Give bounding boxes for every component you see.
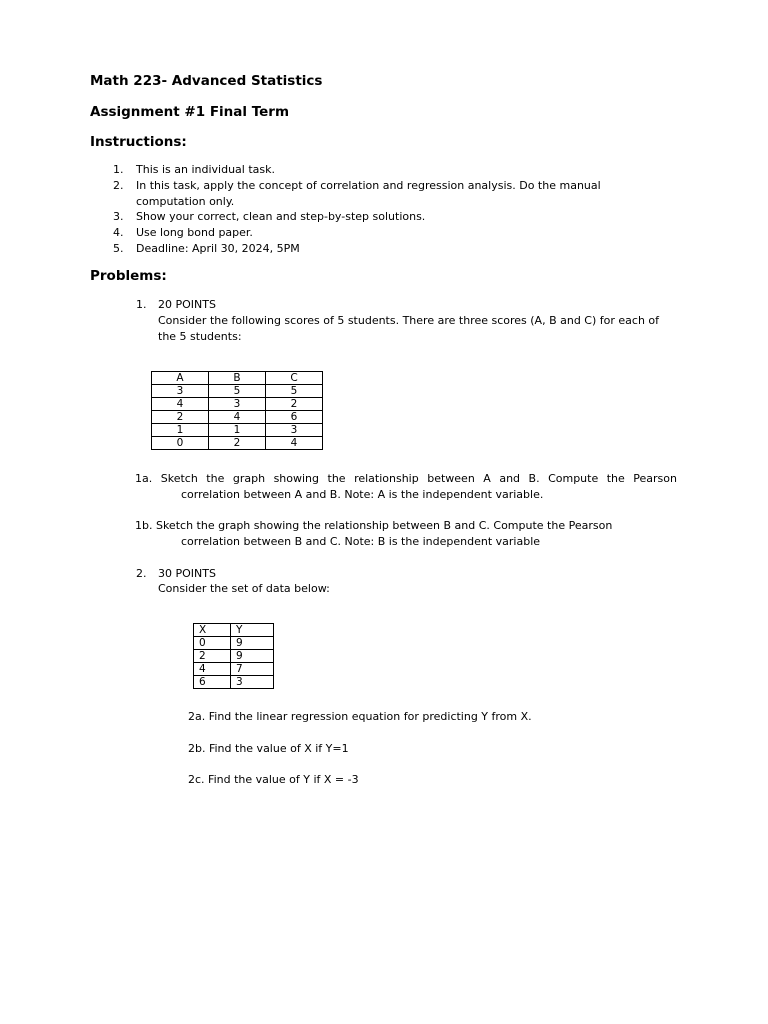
- assignment-title: Assignment #1 Final Term: [90, 104, 290, 120]
- table-cell: 4: [209, 411, 266, 424]
- column-header-c: C: [266, 372, 323, 385]
- problem-points: 30 POINTS: [158, 567, 216, 580]
- table-cell: 6: [194, 676, 231, 689]
- table-header-row: [152, 372, 323, 385]
- table-cell: 9: [231, 637, 274, 650]
- problem-number: 2.: [136, 567, 147, 580]
- problem-description-continued: the 5 students:: [158, 330, 242, 343]
- question-2c: 2c. Find the value of Y if X = -3: [188, 773, 359, 786]
- list-item-text-continued: computation only.: [136, 195, 235, 208]
- scores-table: [151, 371, 323, 450]
- question-1a-continued: correlation between A and B. Note: A is the independent variable.: [181, 488, 544, 501]
- list-item-text: Show your correct, clean and step-by-step solutions.: [136, 210, 426, 223]
- table-cell: 3: [209, 398, 266, 411]
- table-cell: 1: [152, 424, 209, 437]
- problem-description: Consider the following scores of 5 students. There are three scores (A, B and C) for each of: [158, 314, 660, 327]
- table-cell: 4: [194, 663, 231, 676]
- table-cell: 3: [152, 385, 209, 398]
- list-item-number: 2.: [113, 179, 124, 192]
- table-cell: 2: [194, 650, 231, 663]
- question-1a: 1a. Sketch the graph showing the relationship between A and B. Compute the Pearson: [135, 472, 677, 485]
- table-row: [194, 676, 274, 689]
- problem-number: 1.: [136, 298, 147, 311]
- table-cell: 2: [266, 398, 323, 411]
- table-cell: 1: [209, 424, 266, 437]
- table-cell: 2: [209, 437, 266, 450]
- table-cell: 3: [266, 424, 323, 437]
- table-cell: 3: [231, 676, 274, 689]
- table-row: [152, 398, 323, 411]
- problem-description: Consider the set of data below:: [158, 582, 330, 595]
- table-cell: 0: [194, 637, 231, 650]
- table-row: [152, 437, 323, 450]
- question-2a: 2a. Find the linear regression equation for predicting Y from X.: [188, 710, 532, 723]
- list-item-number: 5.: [113, 242, 124, 255]
- table-header-row: [194, 624, 274, 637]
- column-header-y: Y: [231, 624, 274, 637]
- column-header-a: A: [152, 372, 209, 385]
- xy-data-table: [193, 623, 274, 689]
- column-header-x: X: [194, 624, 231, 637]
- instructions-heading: Instructions:: [90, 134, 187, 150]
- table-cell: 0: [152, 437, 209, 450]
- table-cell: 5: [266, 385, 323, 398]
- list-item-text: This is an individual task.: [136, 163, 275, 176]
- table-cell: 9: [231, 650, 274, 663]
- table-row: [152, 424, 323, 437]
- table-row: [194, 650, 274, 663]
- question-1b: 1b. Sketch the graph showing the relationship between B and C. Compute the Pearson: [135, 519, 613, 532]
- list-item-number: 4.: [113, 226, 124, 239]
- table-cell: 4: [152, 398, 209, 411]
- table-row: [194, 637, 274, 650]
- course-title: Math 223- Advanced Statistics: [90, 73, 323, 89]
- problems-heading: Problems:: [90, 268, 167, 284]
- column-header-b: B: [209, 372, 266, 385]
- question-1b-continued: correlation between B and C. Note: B is the independent variable: [181, 535, 541, 548]
- list-item-number: 1.: [113, 163, 124, 176]
- list-item-number: 3.: [113, 210, 124, 223]
- question-2b: 2b. Find the value of X if Y=1: [188, 742, 349, 755]
- table-cell: 2: [152, 411, 209, 424]
- table-cell: 5: [209, 385, 266, 398]
- list-item-text: In this task, apply the concept of correlation and regression analysis. Do the manual: [136, 179, 601, 192]
- list-item-text: Use long bond paper.: [136, 226, 253, 239]
- table-row: [152, 385, 323, 398]
- table-row: [152, 411, 323, 424]
- table-cell: 6: [266, 411, 323, 424]
- list-item-text: Deadline: April 30, 2024, 5PM: [136, 242, 300, 255]
- table-cell: 4: [266, 437, 323, 450]
- table-cell: 7: [231, 663, 274, 676]
- problem-points: 20 POINTS: [158, 298, 216, 311]
- table-row: [194, 663, 274, 676]
